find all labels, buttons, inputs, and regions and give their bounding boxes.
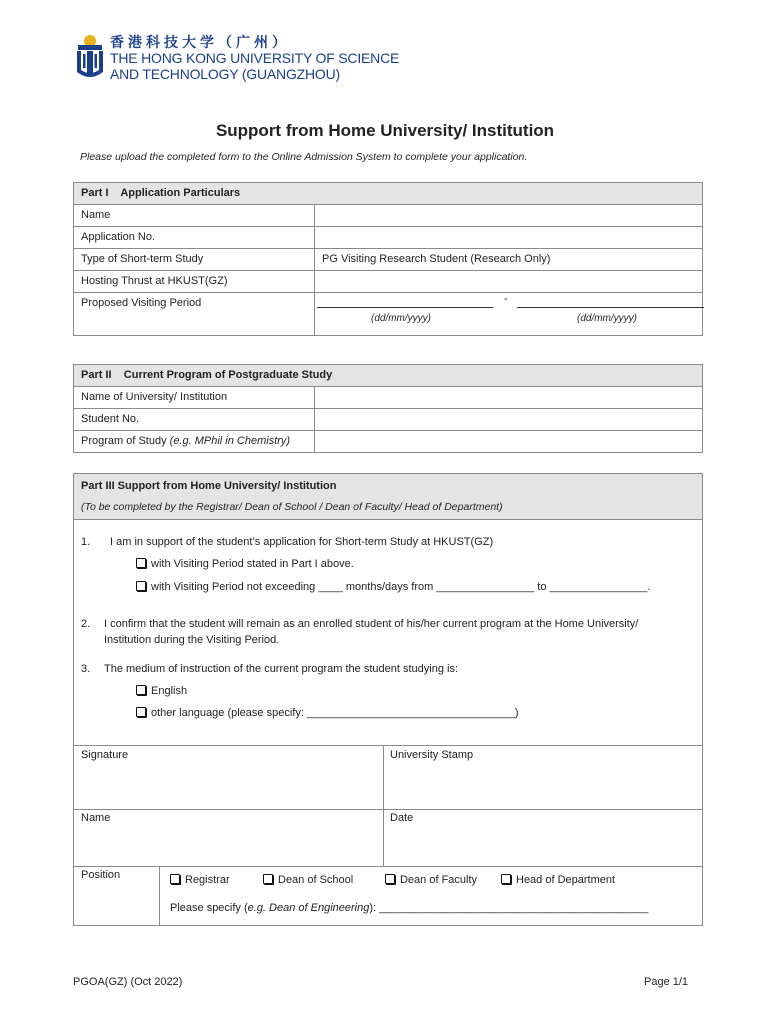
footer-page-number: Page 1/1 [644, 976, 689, 988]
table-row [74, 409, 703, 431]
table-row [74, 227, 703, 249]
divider [159, 866, 160, 926]
divider [74, 745, 702, 746]
page-title: Support from Home University/ Institution [215, 121, 555, 140]
application-no-label: Application No. [74, 227, 315, 249]
program-hint: (e.g. MPhil in Chemistry) [169, 435, 291, 447]
checkbox-icon[interactable] [263, 874, 273, 884]
logo-english-line-2: AND TECHNOLOGY (GUANGZHOU) [110, 66, 340, 82]
footer-form-code: PGOA(GZ) (Oct 2022) [73, 976, 183, 988]
item1-option-stated-period[interactable]: with Visiting Period stated in Part I above. [136, 556, 354, 572]
checkbox-icon[interactable] [170, 874, 180, 884]
hosting-thrust-label: Hosting Thrust at HKUST(GZ) [74, 271, 315, 293]
part2-table [73, 364, 703, 453]
divider [383, 745, 384, 866]
item3-text: The medium of instruction of the current program the student studying is: [104, 663, 459, 675]
item1-option-not-exceeding[interactable]: with Visiting Period not exceeding ____ months/days from ________________ to ________________. [136, 579, 650, 595]
visiting-period-field[interactable] [315, 293, 703, 336]
position-option-registrar[interactable]: Registrar [170, 872, 230, 888]
part3-subheading: (To be completed by the Registrar/ Dean of School / Dean of Faculty/ Head of Department) [81, 501, 503, 513]
position-option-dean-of-faculty[interactable]: Dean of Faculty [385, 872, 477, 888]
position-option-head-of-department[interactable]: Head of Department [501, 872, 615, 888]
item1-text: I am in support of the student’s application for Short-term Study at HKUST(GZ) [110, 536, 494, 548]
item1-number: 1. [81, 536, 91, 548]
divider [74, 866, 702, 867]
visiting-period-label: Proposed Visiting Period [74, 293, 315, 336]
checkbox-icon[interactable] [136, 581, 146, 591]
table-row [74, 293, 703, 336]
position-specify[interactable]: Please specify (e.g. Dean of Engineering): ____________________________________________ [170, 902, 649, 914]
student-no-label: Student No. [74, 409, 315, 431]
checkbox-icon[interactable] [136, 558, 146, 568]
logo-english-line-1: THE HONG KONG UNIVERSITY OF SCIENCE [110, 50, 400, 66]
date-label: Date [390, 812, 414, 824]
part1-heading: Part I Application Particulars [74, 183, 703, 205]
part3-section [73, 473, 703, 926]
position-option-dean-of-school[interactable]: Dean of School [263, 872, 353, 888]
name-label: Name [74, 205, 315, 227]
university-name-label: Name of University/ Institution [74, 387, 315, 409]
study-type-value: PG Visiting Research Student (Research Only) [315, 249, 703, 271]
position-label: Position [81, 869, 121, 881]
part3-heading: Part III Support from Home University/ Institution [81, 480, 337, 492]
checkbox-icon[interactable] [385, 874, 395, 884]
hkust-gz-logo-icon [74, 34, 106, 80]
item2-text: I confirm that the student will remain as an enrolled student of his/her current program at the Home University/ Institution during the Visiting Period. [104, 618, 639, 646]
checkbox-icon[interactable] [501, 874, 511, 884]
table-row [74, 249, 703, 271]
checkbox-icon[interactable] [136, 685, 146, 695]
program-of-study-field[interactable] [315, 431, 703, 453]
table-row [74, 431, 703, 453]
name-field[interactable] [315, 205, 703, 227]
name-label: Name [81, 812, 111, 824]
item3-option-other-language[interactable]: other language (please specify: __________________________________) [136, 705, 519, 721]
period-from-format: (dd/mm/yyyy) [371, 313, 431, 324]
university-name-field[interactable] [315, 387, 703, 409]
table-row [74, 205, 703, 227]
student-no-field[interactable] [315, 409, 703, 431]
part2-heading: Part II Current Program of Postgraduate Study [74, 365, 703, 387]
application-no-field[interactable] [315, 227, 703, 249]
part3-header [74, 474, 702, 520]
table-row [74, 387, 703, 409]
logo-text [110, 34, 399, 82]
hosting-thrust-field[interactable] [315, 271, 703, 293]
part1-table [73, 182, 703, 336]
table-row [74, 271, 703, 293]
item3-number: 3. [81, 663, 91, 675]
divider [74, 809, 702, 810]
university-stamp-label: University Stamp [390, 749, 474, 761]
checkbox-icon[interactable] [136, 707, 146, 717]
item3-option-english[interactable]: English [136, 683, 187, 699]
period-dash: - [504, 293, 508, 305]
intro-text: Please upload the completed form to the Online Admission System to complete your application. [80, 151, 528, 163]
period-to-format: (dd/mm/yyyy) [577, 313, 637, 324]
signature-label: Signature [81, 749, 129, 761]
logo-chinese-name: 香港科技大学（广州） [110, 34, 290, 50]
study-type-label: Type of Short-term Study [74, 249, 315, 271]
item2-number: 2. [81, 618, 91, 630]
program-of-study-label: Program of Study (e.g. MPhil in Chemistry) [74, 431, 315, 453]
